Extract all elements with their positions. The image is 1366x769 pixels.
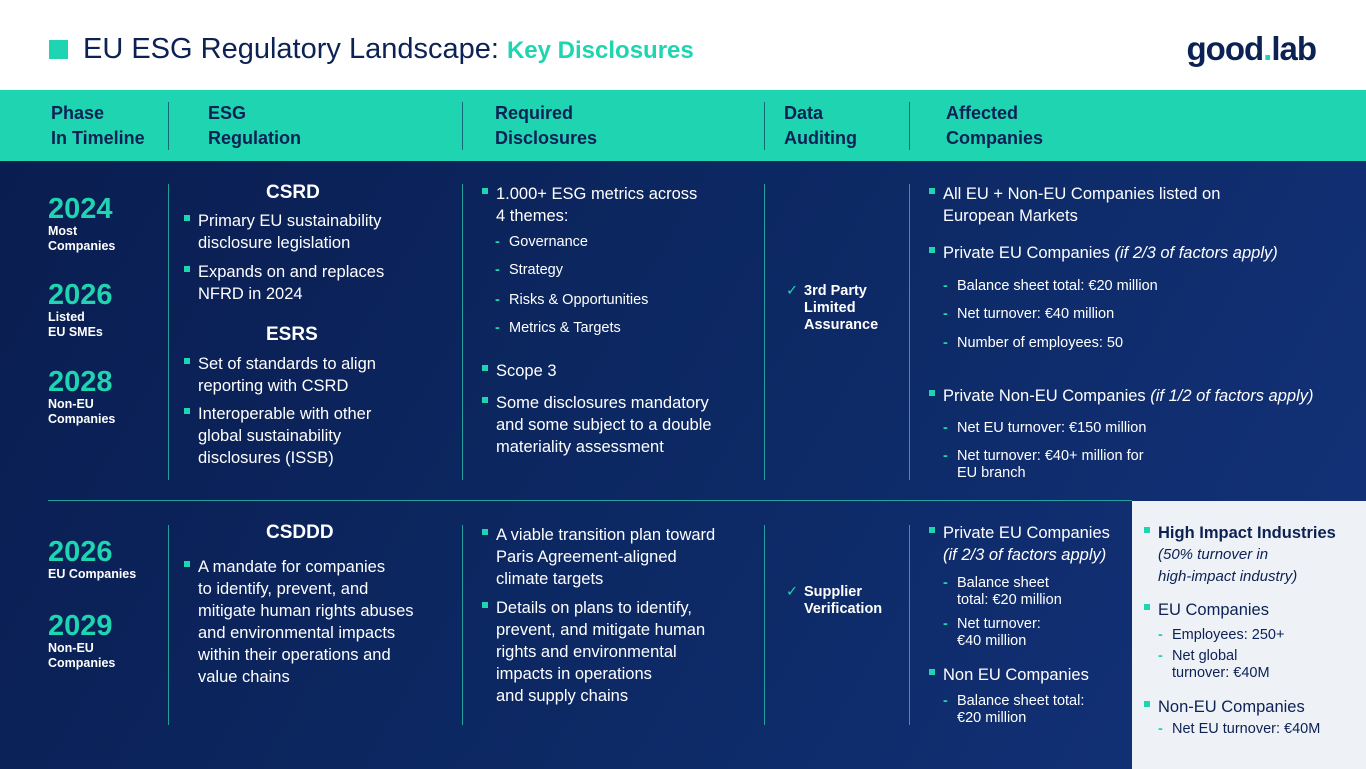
bullet-line: mitigate human rights abuses: [198, 602, 414, 620]
bullet-text: Private Non-EU Companies: [943, 387, 1146, 405]
disclosure-bullet: [482, 183, 697, 227]
regulation-bullet: [184, 261, 384, 305]
high-impact-title: High Impact Industries: [1144, 522, 1336, 544]
column-header-auditing-line1: Data: [784, 103, 824, 123]
auditing-line: Supplier: [804, 584, 863, 600]
bullet-line: rights and environmental: [496, 643, 677, 661]
bullet-line: value chains: [198, 668, 290, 686]
page-title: [83, 33, 694, 66]
timeline-entry: [48, 367, 115, 427]
bullet-line: A viable transition plan toward: [496, 526, 716, 544]
bullet-line: to identify, prevent, and: [198, 580, 369, 598]
column-header-auditing-line2: Auditing: [784, 128, 857, 148]
bullet-line: Expands on and replaces: [198, 263, 385, 281]
column-header-band: [0, 90, 1366, 161]
panel-eu-companies: EU Companies: [1144, 599, 1269, 621]
header-divider: [168, 102, 169, 150]
column-header-regulation-line1: ESG: [208, 103, 247, 123]
column-header-companies-line1: Affected: [946, 103, 1019, 123]
column-header-phase: [51, 101, 145, 151]
bullet-line: Some disclosures mandatory: [496, 394, 709, 412]
timeline-label: Companies: [48, 412, 116, 426]
timeline-year: 2029: [48, 610, 113, 642]
bullet-line: Primary EU sustainability: [198, 212, 382, 230]
criterion-line: turnover: €40M: [1172, 665, 1270, 681]
column-divider: [462, 184, 463, 480]
company-bullet: [929, 522, 1110, 566]
company-bullet: [929, 183, 1220, 227]
auditing-item: [786, 584, 882, 618]
regulation-name-esrs: ESRS: [266, 324, 318, 345]
company-criterion: - Balance sheet total: €20 million: [943, 278, 1158, 295]
bullet-line: Set of standards to align: [198, 355, 376, 373]
timeline-year: 2026: [48, 536, 113, 568]
column-divider: [909, 184, 910, 480]
header-divider: [462, 102, 463, 150]
company-criterion: - Net turnover: €40 million: [943, 306, 1114, 323]
company-criterion: [943, 575, 1062, 609]
criterion-line: EU branch: [957, 465, 1026, 481]
bullet-note: (if 2/3 of factors apply): [1114, 244, 1278, 262]
panel-criterion: [1158, 648, 1270, 682]
timeline-label: Listed: [48, 310, 85, 324]
row-divider: [48, 500, 1132, 501]
criterion-line: - Balance sheet: [957, 575, 1049, 591]
bullet-line: Interoperable with other: [198, 405, 372, 423]
regulation-bullet: [184, 210, 381, 254]
timeline-entry: [48, 194, 115, 254]
criterion-line: €40 million: [957, 633, 1027, 649]
disclosure-bullet: [482, 597, 705, 707]
column-header-phase-line2: In Timeline: [51, 128, 145, 148]
company-bullet: [929, 385, 1314, 407]
column-divider: [462, 525, 463, 725]
column-header-regulation: [208, 101, 301, 151]
column-header-disclosures: [495, 101, 597, 151]
company-bullet: [929, 242, 1278, 264]
timeline-label: Non-EU: [48, 641, 94, 655]
criterion-line: - Net turnover:: [957, 616, 1041, 632]
disclosure-theme: - Strategy: [495, 262, 563, 279]
high-impact-panel: [1132, 501, 1366, 769]
auditing-line: Verification: [804, 601, 883, 617]
column-header-disclosures-line2: Disclosures: [495, 128, 598, 148]
timeline-label: Companies: [48, 239, 116, 253]
bullet-line: Private EU Companies: [943, 524, 1110, 542]
company-criterion: [943, 693, 1084, 727]
bullet-line: reporting with CSRD: [198, 377, 349, 395]
column-header-disclosures-line1: Required: [495, 103, 574, 123]
timeline-label: EU Companies: [48, 567, 137, 581]
goodlab-logo: [1187, 30, 1317, 68]
bullet-line: impacts in operations: [496, 665, 652, 683]
regulation-name-csddd: CSDDD: [266, 522, 334, 543]
bullet-line: A mandate for companies: [198, 558, 386, 576]
timeline-entry: [48, 611, 115, 671]
bullet-line: 1.000+ ESG metrics across: [496, 185, 698, 203]
header-divider: [764, 102, 765, 150]
panel-criterion: - Employees: 250+: [1158, 627, 1284, 644]
bullet-line: Details on plans to identify,: [496, 599, 692, 617]
criterion-line: €20 million: [957, 710, 1027, 726]
timeline-label: Companies: [48, 656, 116, 670]
bullet-line: Paris Agreement-aligned: [496, 548, 677, 566]
disclosure-bullet: [482, 392, 712, 458]
column-header-companies: [946, 101, 1043, 151]
company-criterion: - Net EU turnover: €150 million: [943, 420, 1146, 437]
bullet-note: (if 2/3 of factors apply): [943, 546, 1107, 564]
logo-dot: .: [1263, 30, 1272, 67]
column-divider: [168, 525, 169, 725]
disclosure-bullet: [482, 524, 715, 590]
auditing-line: 3rd Party: [804, 283, 867, 299]
column-header-phase-line1: Phase: [51, 103, 105, 123]
regulation-bullet: [184, 353, 376, 397]
regulation-bullet: [184, 556, 414, 688]
company-criterion: [943, 448, 1144, 482]
bullet-note: (if 1/2 of factors apply): [1150, 387, 1314, 405]
bullet-text: Private EU Companies: [943, 244, 1110, 262]
timeline-label: Non-EU: [48, 397, 94, 411]
disclosure-theme: - Governance: [495, 234, 588, 251]
bullet-line: 4 themes:: [496, 207, 569, 225]
disclosure-bullet: Scope 3: [482, 360, 557, 382]
logo-text-good: good: [1186, 30, 1264, 67]
auditing-item: [786, 283, 878, 334]
page-title-accent: Key Disclosures: [506, 37, 694, 64]
regulation-name-csrd: CSRD: [266, 182, 320, 203]
timeline-entry: [48, 537, 136, 582]
bullet-line: and some subject to a double: [496, 416, 712, 434]
column-header-auditing: [784, 101, 857, 151]
disclosure-theme: - Metrics & Targets: [495, 320, 621, 337]
high-impact-note: high-impact industry): [1158, 568, 1298, 585]
bullet-line: prevent, and mitigate human: [496, 621, 706, 639]
disclosure-theme: - Risks & Opportunities: [495, 292, 648, 309]
bullet-line: and supply chains: [496, 687, 629, 705]
column-divider: [168, 184, 169, 480]
bullet-line: All EU + Non-EU Companies listed on: [943, 185, 1221, 203]
criterion-line: - Balance sheet total:: [957, 693, 1085, 709]
company-bullet: Non EU Companies: [929, 664, 1089, 686]
bullet-line: within their operations and: [198, 646, 391, 664]
bullet-line: climate targets: [496, 570, 604, 588]
header-divider: [909, 102, 910, 150]
bullet-line: NFRD in 2024: [198, 285, 303, 303]
auditing-line: Limited: [804, 300, 856, 316]
criterion-line: - Net turnover: €40+ million for: [957, 448, 1144, 464]
timeline-year: 2026: [48, 279, 113, 311]
timeline-year: 2024: [48, 193, 113, 225]
column-divider: [764, 184, 765, 480]
column-divider: [764, 525, 765, 725]
timeline-entry: [48, 280, 113, 340]
regulation-bullet: [184, 403, 371, 469]
company-criterion: [943, 616, 1041, 650]
bullet-line: materiality assessment: [496, 438, 664, 456]
bullet-line: disclosure legislation: [198, 234, 351, 252]
panel-non-eu-companies: Non-EU Companies: [1144, 696, 1305, 718]
bullet-line: global sustainability: [198, 427, 342, 445]
column-divider: [909, 525, 910, 725]
high-impact-note: (50% turnover in: [1158, 546, 1269, 563]
timeline-label: EU SMEs: [48, 325, 103, 339]
page-title-main: EU ESG Regulatory Landscape:: [83, 33, 499, 65]
column-header-regulation-line2: Regulation: [208, 128, 301, 148]
checkmark-icon: ✓: [786, 283, 799, 299]
column-header-companies-line2: Companies: [946, 128, 1044, 148]
bullet-line: European Markets: [943, 207, 1078, 225]
timeline-label: Most: [48, 224, 78, 238]
auditing-line: Assurance: [804, 317, 879, 333]
bullet-line: disclosures (ISSB): [198, 449, 334, 467]
criterion-line: total: €20 million: [957, 592, 1062, 608]
bullet-line: and environmental impacts: [198, 624, 396, 642]
checkmark-icon: ✓: [786, 584, 799, 600]
company-criterion: - Number of employees: 50: [943, 335, 1123, 352]
title-square-icon: [49, 40, 68, 59]
logo-text-lab: lab: [1271, 30, 1316, 67]
panel-criterion: - Net EU turnover: €40M: [1158, 721, 1320, 738]
criterion-line: - Net global: [1172, 648, 1238, 664]
timeline-year: 2028: [48, 366, 113, 398]
